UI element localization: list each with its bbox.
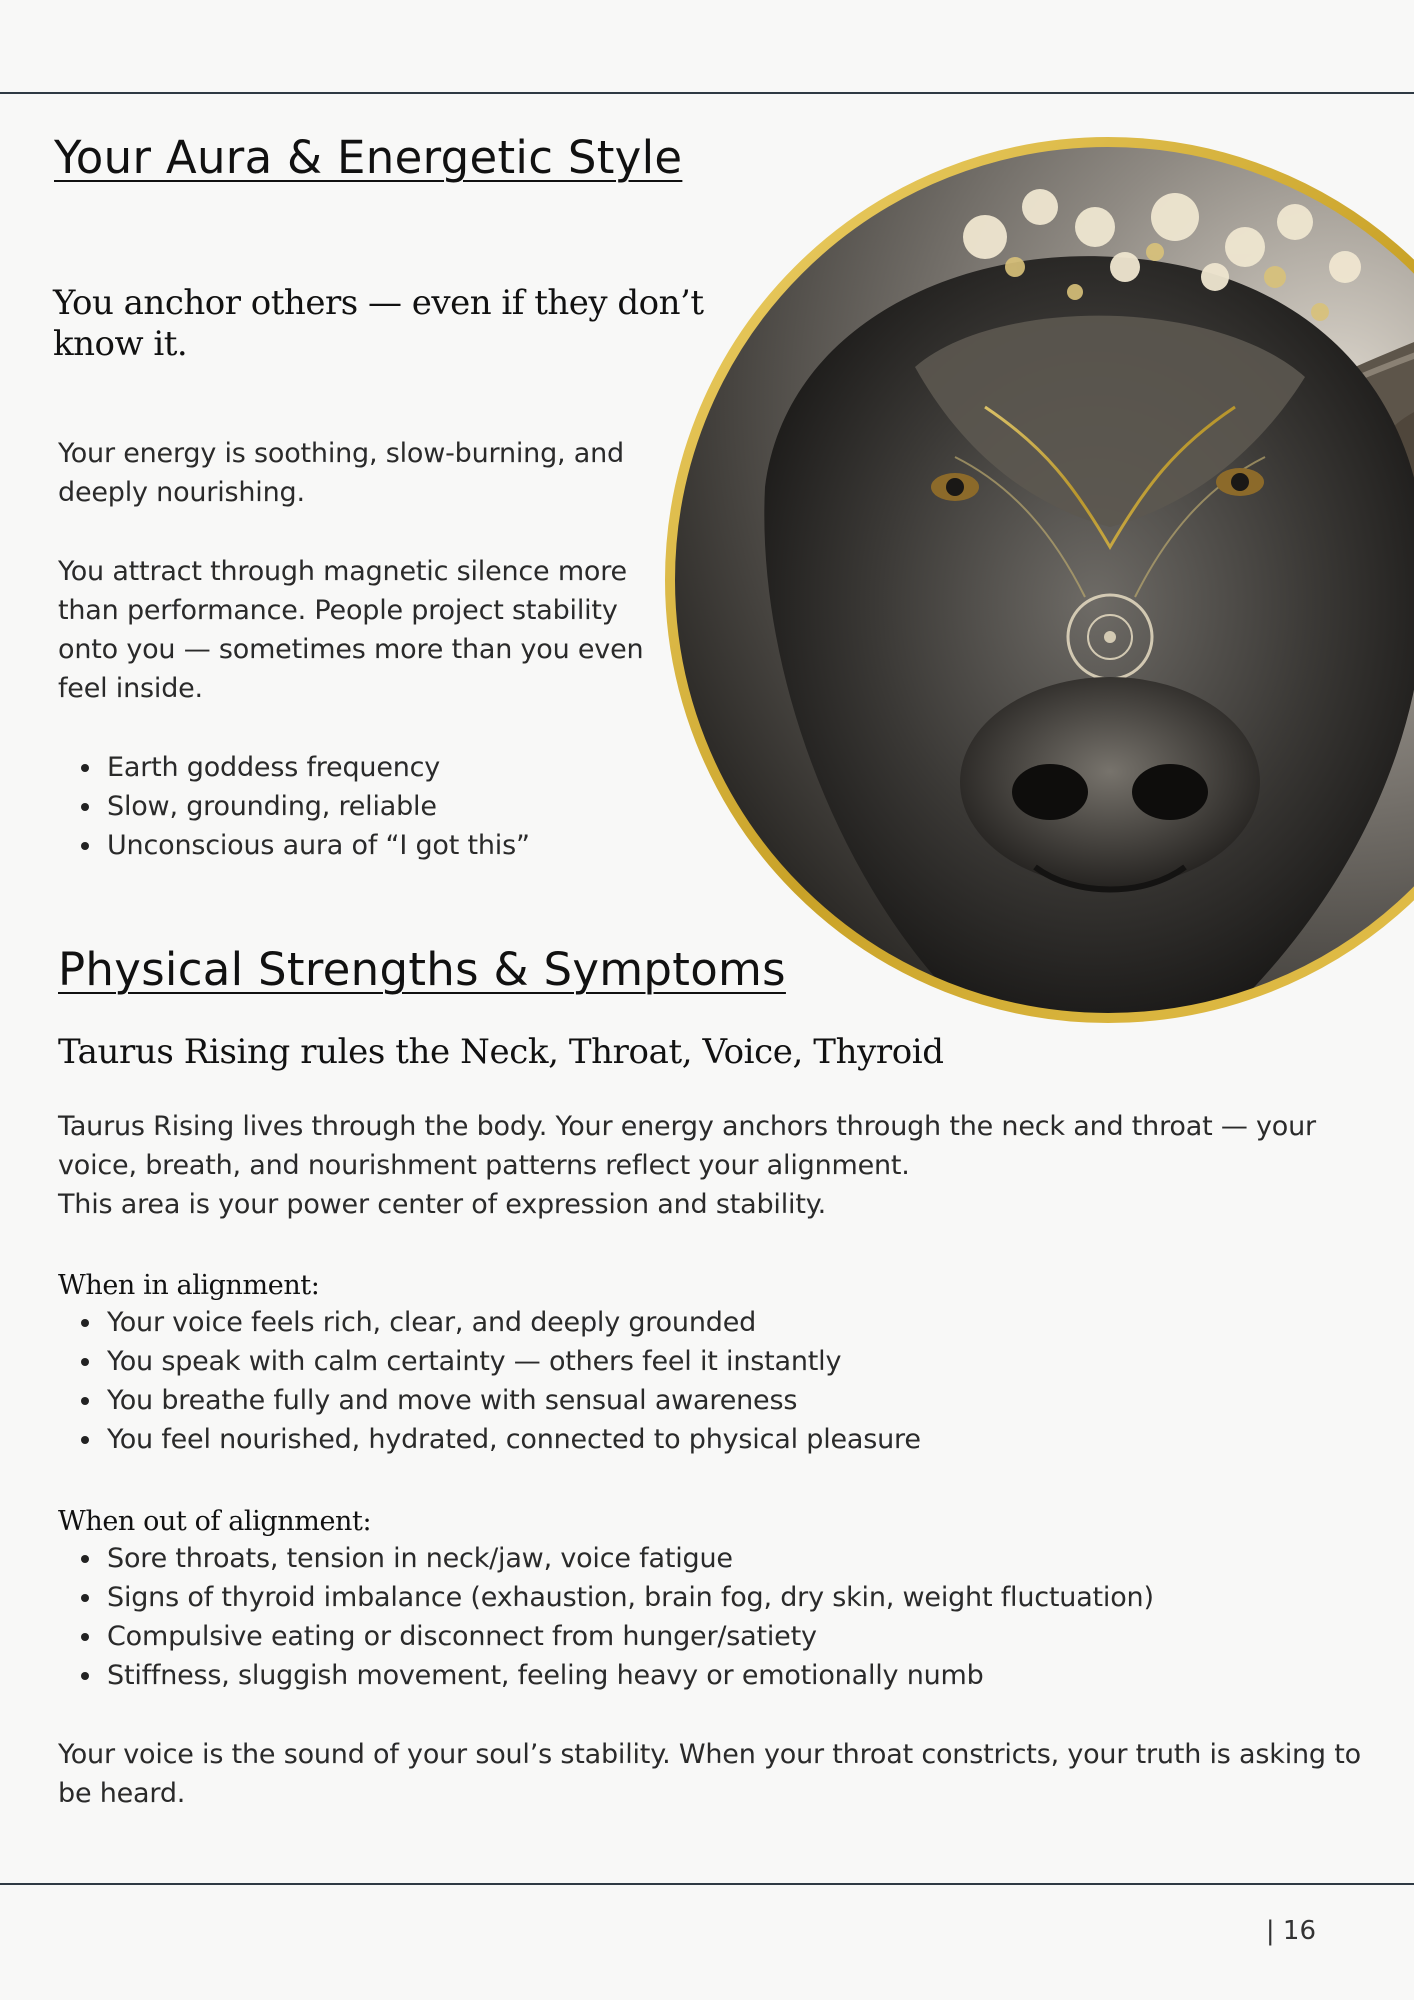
aura-paragraph-1: Your energy is soothing, slow-burning, and deeply nourishing.: [58, 438, 624, 508]
list-item: Your voice feels rich, clear, and deeply grounded: [58, 1303, 921, 1342]
list-item: Signs of thyroid imbalance (exhaustion, brain fog, dry skin, weight fluctuation): [58, 1578, 1154, 1617]
list-item: Earth goddess frequency: [58, 748, 530, 787]
physical-intro-line-1: Taurus Rising lives through the body. Your energy anchors through the neck and throat — your voice, breath, and nourishment patterns reflect your alignment.: [58, 1111, 1316, 1181]
physical-intro-line-2: This area is your power center of expression and stability.: [58, 1189, 827, 1220]
aura-subheading: You anchor others — even if they don’t know it.: [53, 283, 704, 364]
out-alignment-label: When out of alignment:: [58, 1506, 372, 1537]
list-item: You speak with calm certainty — others feel it instantly: [58, 1342, 921, 1381]
list-item: Stiffness, sluggish movement, feeling heavy or emotionally numb: [58, 1656, 1154, 1695]
out-alignment-list: [58, 1539, 1154, 1695]
closing-paragraph: Your voice is the sound of your soul’s stability. When your throat constricts, your truth is asking to be heard.: [58, 1739, 1361, 1809]
header-divider: [0, 92, 1414, 94]
list-item: Sore throats, tension in neck/jaw, voice fatigue: [58, 1539, 1154, 1578]
bull-portrait-image: [655, 127, 1414, 1033]
list-item: You breathe fully and move with sensual awareness: [58, 1381, 921, 1420]
aura-paragraph-2: You attract through magnetic silence more than performance. People project stability onto you — sometimes more than you even feel inside.: [58, 556, 644, 704]
physical-intro: [58, 1107, 1368, 1224]
physical-subheading: Taurus Rising rules the Neck, Throat, Voice, Thyroid: [58, 1032, 944, 1072]
page-number: | 16: [1265, 1916, 1316, 1946]
in-alignment-label: When in alignment:: [58, 1270, 320, 1301]
list-item: Unconscious aura of “I got this”: [58, 826, 530, 865]
footer-divider: [0, 1883, 1414, 1885]
aura-heading: Your Aura & Energetic Style: [54, 131, 683, 184]
aura-bullet-list: [58, 748, 530, 865]
list-item: Slow, grounding, reliable: [58, 787, 530, 826]
physical-heading: Physical Strengths & Symptoms: [58, 943, 786, 996]
list-item: You feel nourished, hydrated, connected to physical pleasure: [58, 1420, 921, 1459]
in-alignment-list: [58, 1303, 921, 1459]
list-item: Compulsive eating or disconnect from hunger/satiety: [58, 1617, 1154, 1656]
